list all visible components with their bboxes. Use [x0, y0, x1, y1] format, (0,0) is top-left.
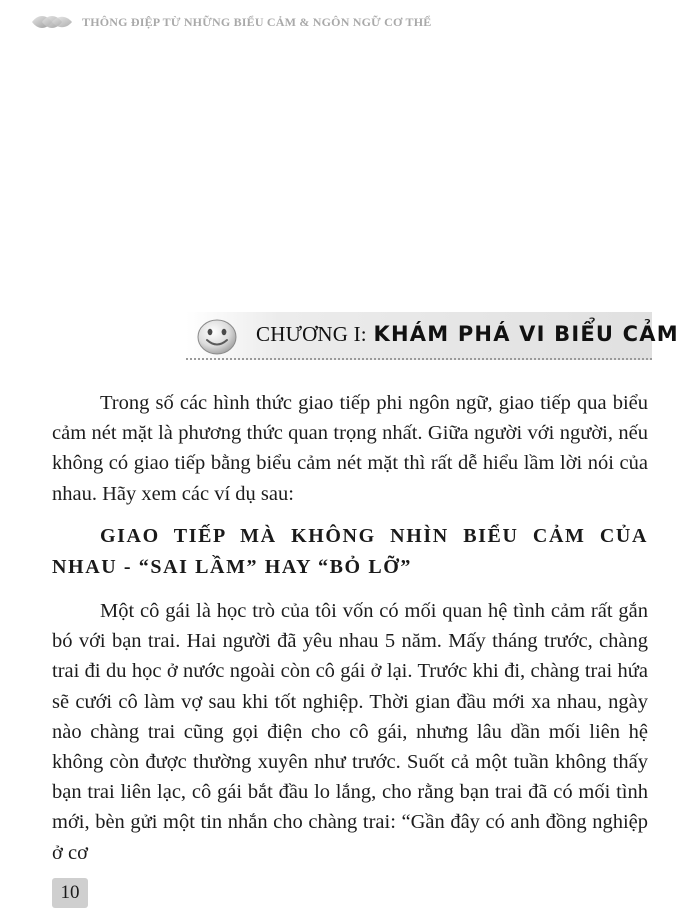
intro-paragraph: Trong số các hình thức giao tiếp phi ngôn ngữ, giao tiếp qua biểu cảm nét mặt là phương thức quan trọng nhất. Giữa người với người, nếu không có giao tiếp bằng biểu cảm nét mặt thì rất dễ hiểu lầm lời nói của nhau. Hãy xem các ví dụ sau: [52, 392, 648, 505]
chapter-heading [186, 312, 679, 360]
chapter-underline [186, 358, 652, 360]
section-heading: GIAO TIẾP MÀ KHÔNG NHÌN BIỂU CẢM CỦA NHAU - “SAI LẦM” HAY “BỎ LỠ” [52, 525, 648, 578]
chapter-prefix: CHƯƠNG I: [256, 322, 367, 346]
chapter-title [256, 322, 679, 347]
smiley-face-icon [194, 315, 240, 357]
chapter-name: KHÁM PHÁ VI BIỂU CẢM [373, 322, 679, 346]
page-number: 10 [52, 878, 88, 908]
leaf-ornament-icon [30, 13, 74, 31]
running-title: THÔNG ĐIỆP TỪ NHỮNG BIỂU CẢM & NGÔN NGỮ CƠ THỂ [82, 14, 432, 29]
running-header [30, 10, 670, 34]
story-paragraph: Một cô gái là học trò của tôi vốn có mối quan hệ tình cảm rất gắn bó với bạn trai. Hai người đã yêu nhau 5 năm. Mấy tháng trước, chàng trai đi du học ở nước ngoài còn cô gái ở lại. Trước khi đi, chàng trai hứa sẽ cưới cô làm vợ sau khi tốt nghiệp. Thời gian đầu mới xa nhau, ngày nào chàng trai cũng gọi điện cho cô gái, nhưng lâu dần mối liên hệ không còn được thường xuyên như trước. Suốt cả một tuần không thấy bạn trai liên lạc, cô gái bắt đầu lo lắng, cho rằng bạn trai đã có mối tình mới, bèn gửi một tin nhắn cho chàng trai: “Gần đây có anh đồng nghiệp ở cơ [52, 600, 648, 864]
